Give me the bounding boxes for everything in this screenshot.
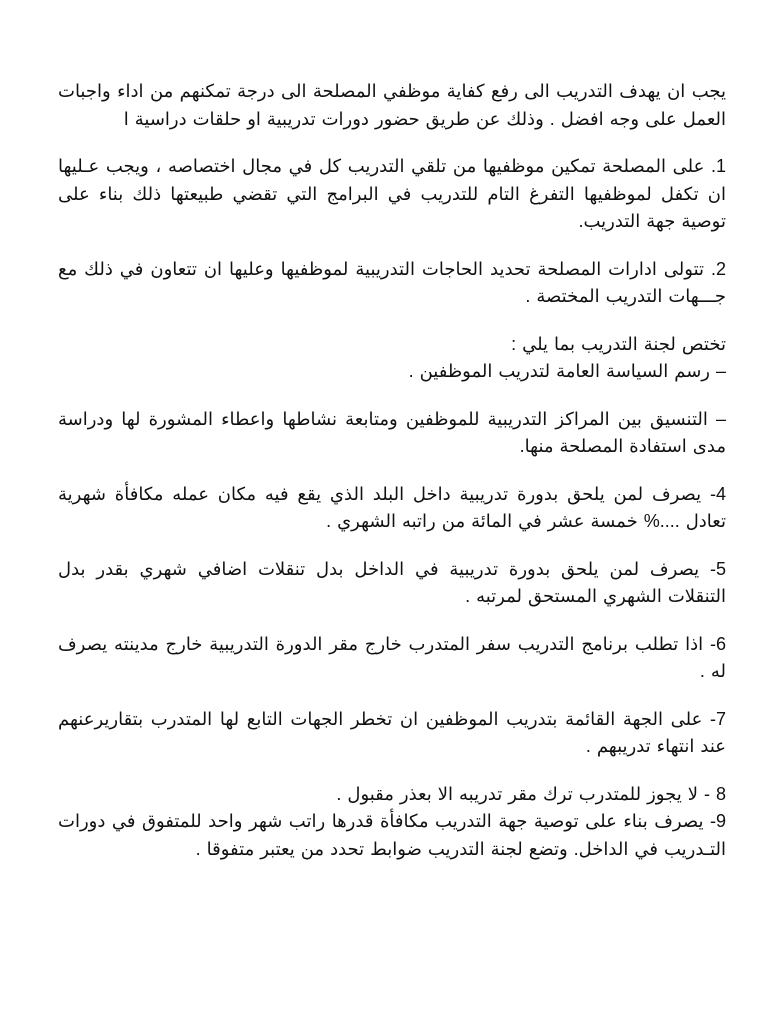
coordination-paragraph: – التنسيق بين المراكز التدريبية للموظفين ومتابعة نشاطها واعطاء المشورة لها ودراسة مدى استفادة المصلحة منها. — [58, 408, 726, 456]
clause-5-paragraph: 5- يصرف لمن يلحق بدورة تدريبية في الداخل بدل تنقلات اضافي شهري بقدر بدل التنقلات الشهري المستحق لمرتبه . — [58, 558, 726, 606]
clause-7-paragraph: 7- على الجهة القائمة بتدريب الموظفين ان تخطر الجهات التابع لها المتدرب بتقاريرعنهم عند انتهاء تدريبهم . — [58, 708, 726, 756]
committee-duties-paragraph: تختص لجنة التدريب بما يلي : – رسم السياسة العامة لتدريب الموظفين . — [408, 333, 726, 381]
clause-4-paragraph: 4- يصرف لمن يلحق بدورة تدريبية داخل البلد الذي يقع فيه مكان عمله مكافأة شهرية تعادل ....% خمسة عشر في المائة من راتبه الشهري . — [58, 483, 726, 531]
clause-2-paragraph: 2. تتولى ادارات المصلحة تحديد الحاجات التدريبية لموظفيها وعليها ان تتعاون في ذلك مع جـــهات التدريب المختصة . — [58, 258, 726, 306]
clause-9-paragraph: 9- يصرف بناء على توصية جهة التدريب مكافأة قدرها راتب شهر واحد للمتفوق في دورات التـدريب في الداخل. وتضع لجنة التدريب ضوابط تحدد من يعتبر متفوقا . — [58, 811, 726, 859]
clause-1-paragraph: 1. على المصلحة تمكين موظفيها من تلقي التدريب كل في مجال اختصاصه ، ويجب عـليها ان تكفل لموظفيها التفرغ التام للتدريب في البرامج التي تقضي طبيعتها ذلك بناء على توصية جهة التدريب. — [58, 156, 726, 231]
clause-6-paragraph: 6- اذا تطلب برنامج التدريب سفر المتدرب خارج مقر الدورة التدريبية خارج مدينته يصرف له . — [58, 633, 726, 681]
clause-8-paragraph: 8 - لا يجوز للمتدرب ترك مقر تدريبه الا بعذر مقبول . — [336, 783, 726, 804]
intro-paragraph: يجب ان يهدف التدريب الى رفع كفاية موظفي المصلحة الى درجة تمكنهم من اداء واجبات العمل على وجه افضل . وذلك عن طريق حضور دورات تدريبية او حلقات دراسية ا — [58, 81, 726, 129]
